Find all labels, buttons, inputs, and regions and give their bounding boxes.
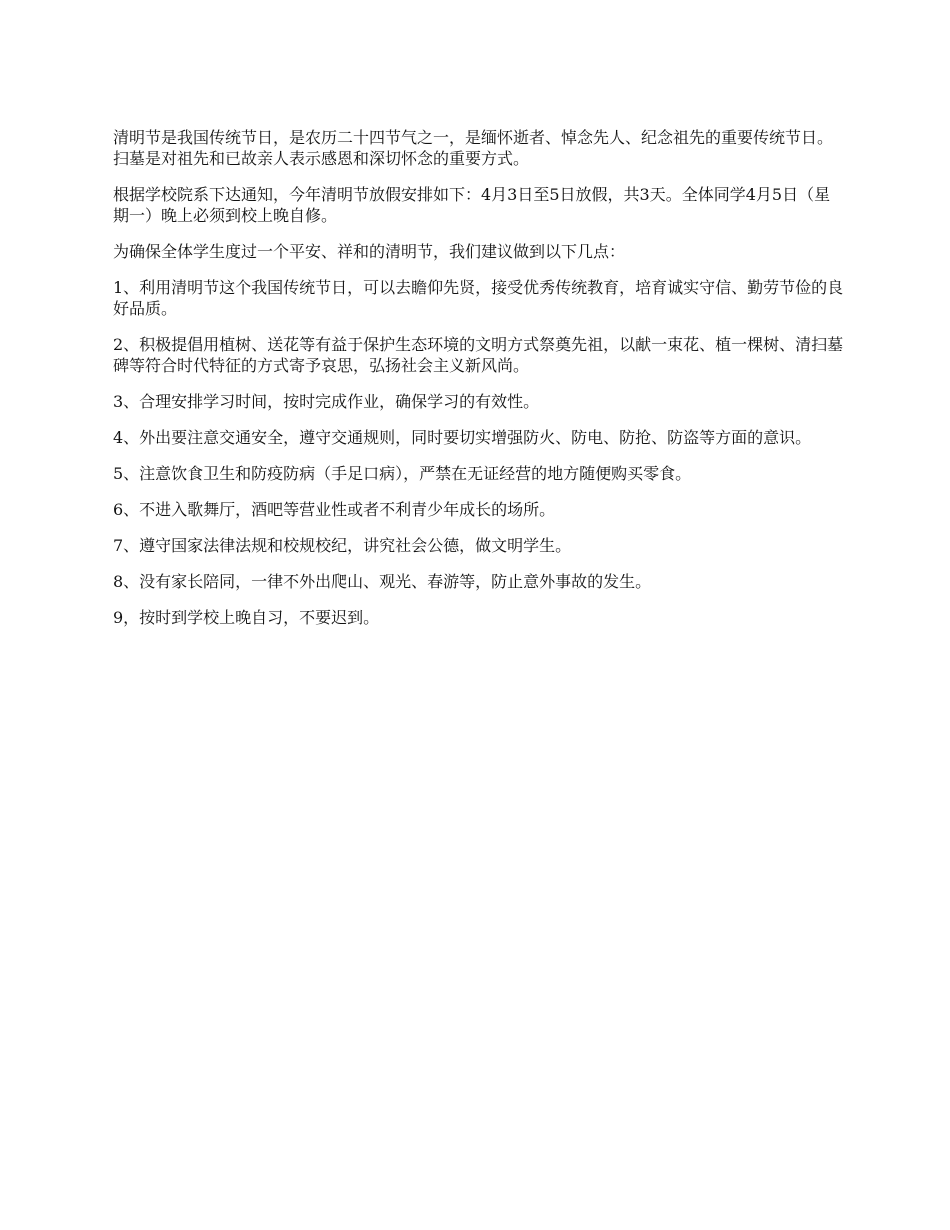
intro-paragraph: 清明节是我国传统节日，是农历二十四节气之一，是缅怀逝者、悼念先人、纪念祖先的重要传统节日。扫墓是对祖先和已故亲人表示感恩和深切怀念的重要方式。 <box>113 128 834 168</box>
suggestion-item-6: 6、不进入歌舞厅，酒吧等营业性或者不利青少年成长的场所。 <box>113 500 556 519</box>
holiday-schedule-paragraph: 根据学校院系下达通知，今年清明节放假安排如下：4月3日至5日放假，共3天。全体同学4月5日（星期一）晚上必须到校上晚自修。 <box>113 185 831 225</box>
suggestion-item-9: 9，按时到学校上晚自习，不要迟到。 <box>113 608 380 627</box>
suggestion-item-5: 5、注意饮食卫生和防疫防病（手足口病），严禁在无证经营的地方随便购买零食。 <box>113 464 692 483</box>
document-body <box>113 127 845 643</box>
suggestion-item-4: 4、外出要注意交通安全，遵守交通规则，同时要切实增强防火、防电、防抢、防盗等方面的意识。 <box>113 428 812 447</box>
suggestions-intro-paragraph: 为确保全体学生度过一个平安、祥和的清明节，我们建议做到以下几点： <box>113 242 626 261</box>
suggestion-item-7: 7、遵守国家法律法规和校规校纪，讲究社会公德，做文明学生。 <box>113 536 572 555</box>
suggestion-item-1: 1、利用清明节这个我国传统节日，可以去瞻仰先贤，接受优秀传统教育，培育诚实守信、勤劳节俭的良好品质。 <box>113 278 844 318</box>
suggestion-item-2: 2、积极提倡用植树、送花等有益于保护生态环境的文明方式祭奠先祖，以献一束花、植一棵树、清扫墓碑等符合时代特征的方式寄予哀思，弘扬社会主义新风尚。 <box>113 335 844 375</box>
suggestion-item-8: 8、没有家长陪同，一律不外出爬山、观光、春游等，防止意外事故的发生。 <box>113 572 652 591</box>
suggestion-item-3: 3、合理安排学习时间，按时完成作业，确保学习的有效性。 <box>113 392 540 411</box>
